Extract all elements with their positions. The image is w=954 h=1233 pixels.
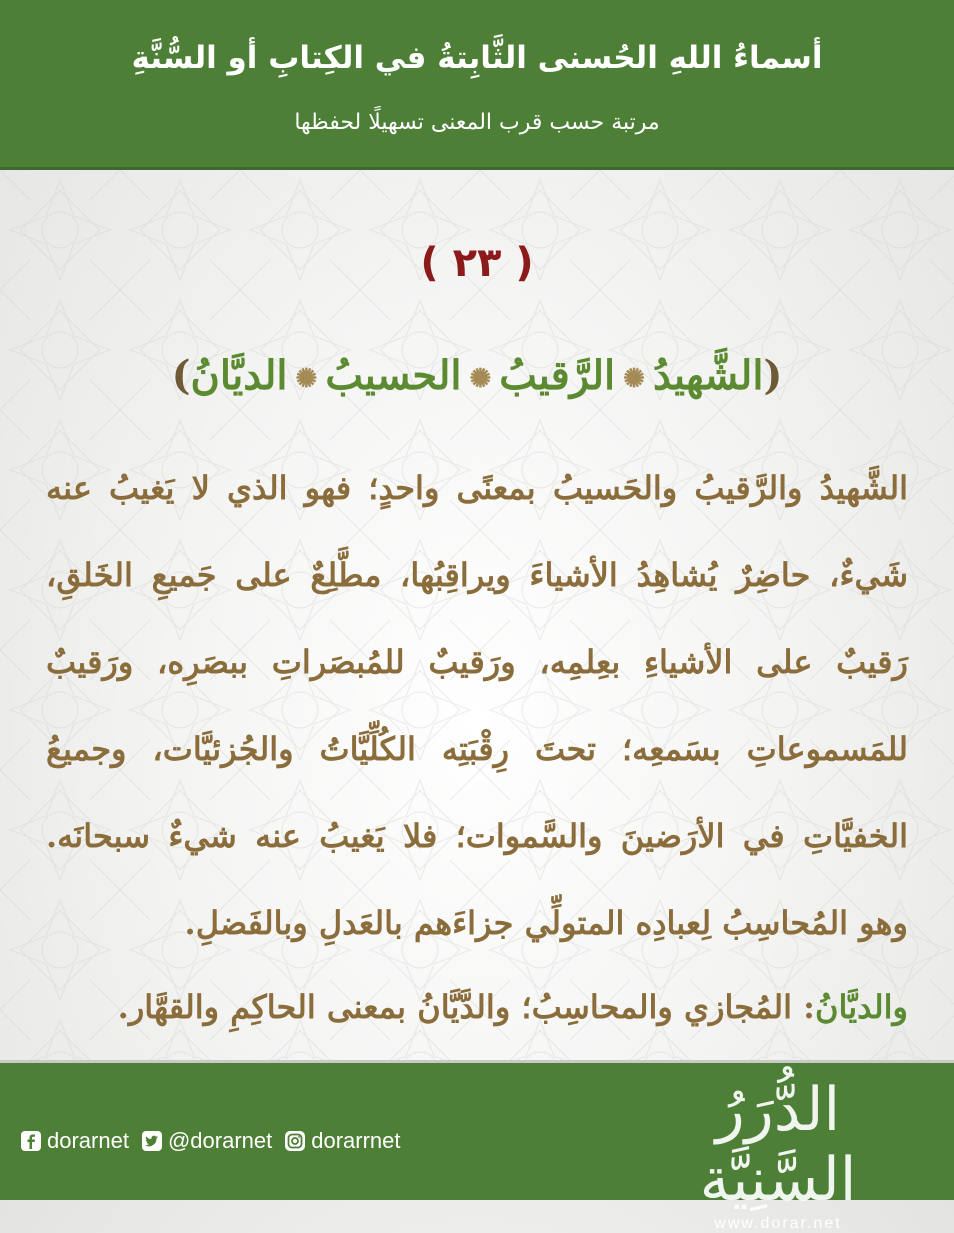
twitter-handle: @dorarnet [167, 1128, 273, 1153]
facebook-link[interactable] [20, 1128, 129, 1154]
page-subtitle: مرتبة حسب قرب المعنى تسهيلًا لحفظها [294, 110, 660, 135]
star-separator-icon: ✺ [469, 364, 492, 394]
name-ar-raqib: الرَّقيبُ [499, 352, 616, 399]
dorar-logo [628, 1075, 928, 1232]
twitter-icon [141, 1130, 163, 1152]
entry-number: ( ٢٣ ) [420, 240, 534, 286]
names-heading [0, 352, 954, 399]
page-title: أسماءُ اللهِ الحُسنى الثَّابِتةُ في الكِتابِ أو السُّنَّةِ [131, 40, 823, 76]
instagram-handle: dorarrnet [311, 1128, 401, 1153]
instagram-icon [284, 1130, 306, 1152]
footer-divider [0, 1060, 954, 1063]
definition-text: : المُجازي والمحاسِبُ؛ والدَّيَّانُ بمعنى الحاكِمِ والقهَّار. [117, 988, 815, 1026]
star-separator-icon: ✺ [623, 364, 645, 394]
twitter-link[interactable] [141, 1128, 272, 1154]
names-close-paren: ) [171, 352, 191, 399]
names-open-paren: ( [763, 352, 783, 399]
name-al-hasib: الحسيبُ [325, 352, 462, 399]
explanation-paragraph: الشَّهيدُ والرَّقيبُ والحَسيبُ بمعنًى واحدٍ؛ فهو الذي لا يَغيبُ عنه شَيءٌ، حاضِرٌ يُشاهِدُ الأشياءَ ويراقِبُها، مطَّلِعٌ على جَميعِ الخَلقِ، رَقيبٌ على الأشياءِ بعِلمِه، ورَقيبٌ للمُبصَراتِ ببصَرِه، ورَقيبٌ للمَسموعاتِ بسَمعِه؛ تحتَ رِقْبَتِه الكُلِّيَّاتُ والجُزئيَّات، وجميعُ الخفيَّاتِ في الأرَضينَ والسَّموات؛ فلا يَغيبُ عنه شيءٌ سبحانَه. وهو المُحاسِبُ لِعبادِه المتولِّي جزاءَهم بالعَدلِ وبالفَضلِ. [46, 469, 908, 942]
social-links [20, 1128, 401, 1154]
name-ad-dayyan: الديَّانُ [190, 352, 288, 399]
logo-text: الدُّرَرُ السَّنِيَّة [699, 1075, 857, 1215]
facebook-handle: dorarnet [47, 1128, 129, 1153]
star-separator-icon: ✺ [295, 364, 318, 394]
definition-term: والديَّانُ [814, 988, 908, 1026]
instagram-link[interactable] [284, 1128, 400, 1154]
name-ash-shahid: الشَّهيدُ [652, 352, 764, 399]
facebook-icon [20, 1130, 42, 1152]
dayyan-definition [46, 972, 908, 1042]
logo-url: www.dorar.net [714, 1215, 842, 1232]
header-banner [0, 0, 954, 170]
